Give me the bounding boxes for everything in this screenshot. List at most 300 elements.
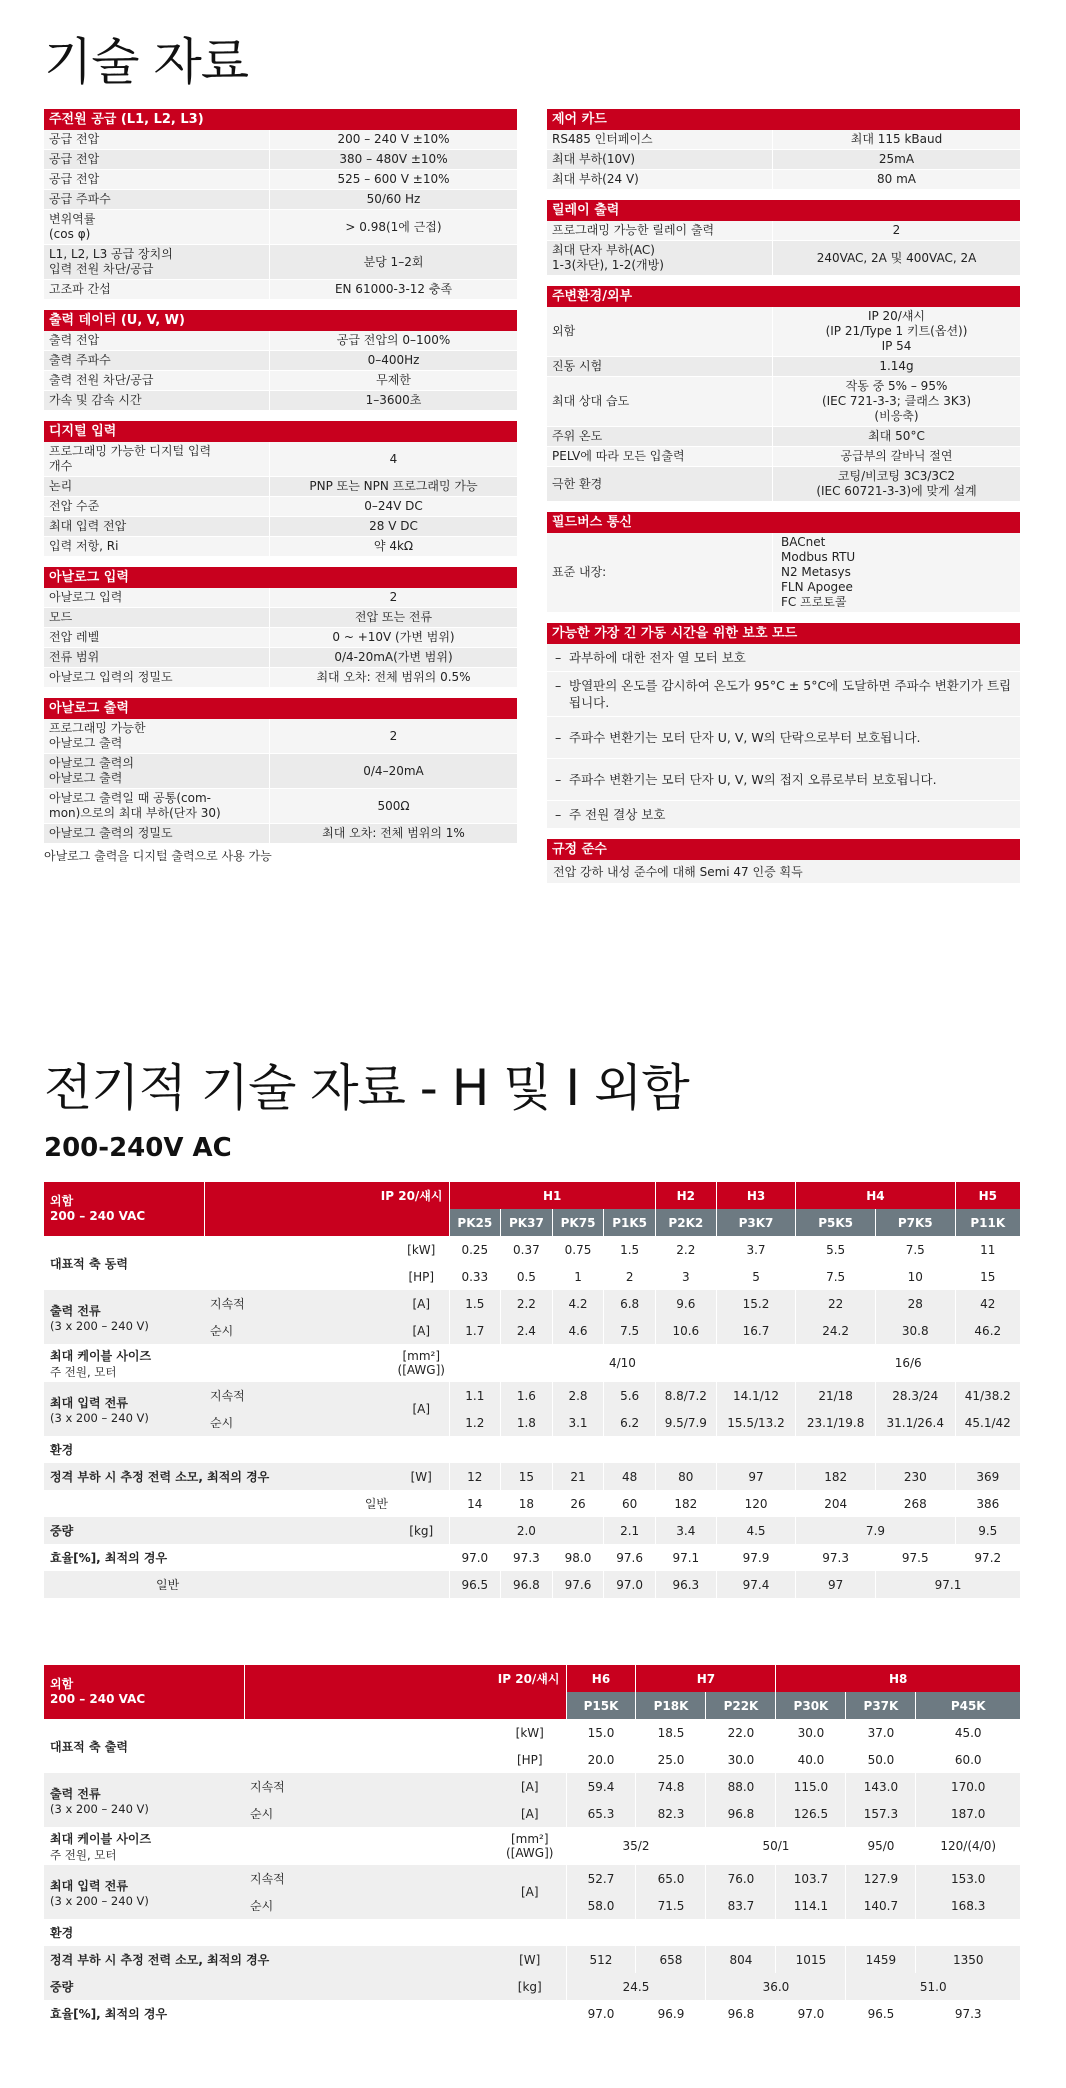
value-cell: 82.3 bbox=[636, 1800, 706, 1827]
value-cell: 48 bbox=[604, 1463, 656, 1490]
unit-cell bbox=[394, 1490, 449, 1517]
spec-row bbox=[44, 628, 517, 648]
spec-label: 공급 주파수 bbox=[49, 192, 111, 206]
value-cell: 42 bbox=[955, 1290, 1020, 1317]
unit-cell: [HP] bbox=[394, 1263, 449, 1290]
value-cell: 97.1 bbox=[875, 1571, 1020, 1598]
value-cell: 7.5 bbox=[875, 1236, 955, 1263]
spec-label: 아날로그 출력의 정밀도 bbox=[49, 826, 173, 840]
frame-group: H7 bbox=[636, 1665, 776, 1692]
value-cell: 97.4 bbox=[716, 1571, 796, 1598]
section-rows bbox=[547, 307, 1020, 502]
value-cell: 30.0 bbox=[706, 1746, 776, 1773]
enclosure-header bbox=[44, 1182, 204, 1236]
spec-section bbox=[547, 200, 1020, 276]
spec-label: 고조파 간섭 bbox=[49, 282, 111, 296]
sub-label: 일반 bbox=[44, 1571, 449, 1598]
value-cell: 97 bbox=[796, 1571, 876, 1598]
enclosure-label: 외함 bbox=[50, 1194, 74, 1208]
spec-value: PNP 또는 NPN 프로그래밍 가능 bbox=[269, 477, 517, 496]
weight-value: 51.0 bbox=[846, 1973, 1020, 2000]
spec-value: 4 bbox=[269, 442, 517, 476]
value-cell: 115.0 bbox=[776, 1773, 846, 1800]
protection-item: – 주파수 변환기는 모터 단자 U, V, W의 접지 오류로부터 보호됩니다. bbox=[547, 759, 1020, 801]
spec-row bbox=[44, 245, 517, 280]
spec-value: EN 61000-3-12 충족 bbox=[269, 280, 517, 299]
weight-value: 2.0 bbox=[449, 1517, 604, 1544]
section-note: 아날로그 출력을 디지털 출력으로 사용 가능 bbox=[44, 849, 272, 863]
value-cell: 97.0 bbox=[449, 1544, 501, 1571]
spec-label: 아날로그 입력의 정밀도 bbox=[49, 670, 173, 684]
spec-label: 최대 부하(24 V) bbox=[552, 172, 639, 186]
section-header: 릴레이 출력 bbox=[547, 200, 1020, 221]
spec-value: 240VAC, 2A 및 400VAC, 2A bbox=[772, 241, 1020, 275]
value-cell: 7.5 bbox=[604, 1317, 656, 1344]
spec-row bbox=[44, 391, 517, 411]
section-header: 주전원 공급 (L1, L2, L3) bbox=[44, 109, 517, 130]
value-cell: 120 bbox=[716, 1490, 796, 1517]
spec-row bbox=[547, 170, 1020, 190]
spec-row bbox=[44, 280, 517, 300]
model-code: P1K5 bbox=[604, 1209, 656, 1236]
spec-value: 2 bbox=[269, 588, 517, 607]
spec-row bbox=[547, 447, 1020, 467]
value-cell: 65.3 bbox=[566, 1800, 636, 1827]
value-cell: 20.0 bbox=[566, 1746, 636, 1773]
cable-value: 95/0 bbox=[846, 1827, 916, 1865]
value-cell: 23.1/19.8 bbox=[796, 1409, 876, 1436]
cable-value: 16/6 bbox=[796, 1344, 1020, 1382]
value-cell: 1.8 bbox=[501, 1409, 553, 1436]
value-cell: 14.1/12 bbox=[716, 1382, 796, 1409]
spec-value: 최대 오차: 전체 범위의 0.5% bbox=[269, 668, 517, 687]
value-cell: 97.3 bbox=[796, 1544, 876, 1571]
section-header: 규정 준수 bbox=[547, 839, 1020, 860]
value-cell: 96.5 bbox=[449, 1571, 501, 1598]
frame-group: H6 bbox=[566, 1665, 636, 1692]
row-label: 중량 bbox=[44, 1517, 394, 1544]
section-rows bbox=[44, 331, 517, 411]
weight-value: 2.1 bbox=[604, 1517, 656, 1544]
protection-item: – 과부하에 대한 전자 열 모터 보호 bbox=[547, 644, 1020, 672]
spec-value: 무제한 bbox=[269, 371, 517, 390]
value-cell: 18.5 bbox=[636, 1719, 706, 1746]
model-code: P37K bbox=[846, 1692, 916, 1719]
unit-cell: [kW] bbox=[394, 1236, 449, 1263]
spec-row bbox=[547, 130, 1020, 150]
value-cell: 97.3 bbox=[916, 2000, 1020, 2027]
unit-cell: [W] bbox=[394, 1463, 449, 1490]
value-cell: 50.0 bbox=[846, 1746, 916, 1773]
value-cell: 170.0 bbox=[916, 1773, 1020, 1800]
electrical-title: 전기적 기술 자료 - H 및 I 외함 bbox=[44, 1059, 689, 1117]
section-rows bbox=[44, 588, 517, 688]
sub-label: 지속적 bbox=[244, 1773, 494, 1800]
input-current-label: 최대 입력 전류 bbox=[50, 1878, 128, 1893]
value-cell: 1 bbox=[552, 1263, 604, 1290]
spec-row bbox=[44, 371, 517, 391]
spec-value: 200 – 240 V ±10% bbox=[269, 130, 517, 149]
value-cell: 40.0 bbox=[776, 1746, 846, 1773]
cable-value: 35/2 bbox=[566, 1827, 706, 1865]
spec-label: 출력 주파수 bbox=[49, 353, 111, 367]
spec-label: 공급 전압 bbox=[49, 172, 100, 186]
sub-label: 순시 bbox=[204, 1317, 394, 1344]
spec-row bbox=[44, 331, 517, 351]
value-cell: 8.8/7.2 bbox=[655, 1382, 716, 1409]
spec-label: PELV에 따라 모든 입출력 bbox=[552, 449, 685, 463]
value-cell: 25.0 bbox=[636, 1746, 706, 1773]
value-cell: 0.5 bbox=[501, 1263, 553, 1290]
row-label: 정격 부하 시 추정 전력 소모, 최적의 경우 bbox=[44, 1946, 494, 1973]
input-current-sub: (3 x 200 – 240 V) bbox=[50, 1893, 149, 1908]
value-cell: 11 bbox=[955, 1236, 1020, 1263]
value-cell: 18 bbox=[501, 1490, 553, 1517]
spec-row bbox=[44, 588, 517, 608]
spec-value: 최대 50°C bbox=[772, 427, 1020, 446]
header-spacer bbox=[244, 1692, 566, 1719]
spec-value: 25mA bbox=[772, 150, 1020, 169]
spec-value: 1.14g bbox=[772, 357, 1020, 376]
value-cell: 97.0 bbox=[604, 1571, 656, 1598]
section-rows bbox=[547, 221, 1020, 276]
value-cell: 97.5 bbox=[875, 1544, 955, 1571]
spec-row bbox=[547, 377, 1020, 427]
value-cell: 1.2 bbox=[449, 1409, 501, 1436]
model-code: P7K5 bbox=[875, 1209, 955, 1236]
spec-label: 표준 내장: bbox=[552, 565, 607, 579]
value-cell: 6.8 bbox=[604, 1290, 656, 1317]
value-cell: 4.6 bbox=[552, 1317, 604, 1344]
value-cell: 21/18 bbox=[796, 1382, 876, 1409]
value-cell: 143.0 bbox=[846, 1773, 916, 1800]
value-cell: 80 bbox=[655, 1463, 716, 1490]
spec-row bbox=[547, 357, 1020, 377]
value-cell: 28.3/24 bbox=[875, 1382, 955, 1409]
spec-label: 모드 bbox=[49, 610, 73, 624]
model-code: P11K bbox=[955, 1209, 1020, 1236]
value-cell: 26 bbox=[552, 1490, 604, 1517]
spec-section bbox=[547, 623, 1020, 829]
row-label: 환경 bbox=[44, 1436, 1020, 1463]
output-current-label: 출력 전류 bbox=[50, 1303, 101, 1318]
value-cell: 65.0 bbox=[636, 1865, 706, 1892]
value-cell: 60 bbox=[604, 1490, 656, 1517]
value-cell: 512 bbox=[566, 1946, 636, 1973]
spec-row bbox=[44, 648, 517, 668]
section-rows bbox=[44, 719, 517, 844]
weight-value: 7.9 bbox=[796, 1517, 955, 1544]
section-header: 아날로그 출력 bbox=[44, 698, 517, 719]
spec-value: 공급 전압의 0–100% bbox=[269, 331, 517, 350]
unit-cell: [kg] bbox=[394, 1517, 449, 1544]
spec-section bbox=[44, 698, 517, 867]
spec-value: 작동 중 5% – 95% (IEC 721-3-3; 클래스 3K3) (비응축) bbox=[772, 377, 1020, 426]
value-cell: 60.0 bbox=[916, 1746, 1020, 1773]
spec-label: 프로그래밍 가능한 릴레이 출력 bbox=[552, 223, 715, 237]
cable-label: 최대 케이블 사이즈 bbox=[50, 1831, 152, 1846]
spec-value: 80 mA bbox=[772, 170, 1020, 189]
frame-group: H8 bbox=[776, 1665, 1020, 1692]
row-label: 대표적 축 동력 bbox=[44, 1236, 394, 1290]
row-label: 효율[%], 최적의 경우 bbox=[44, 1544, 449, 1571]
spec-label: 전압 레벨 bbox=[49, 630, 100, 644]
value-cell: 12 bbox=[449, 1463, 501, 1490]
input-current-sub: (3 x 200 – 240 V) bbox=[50, 1410, 149, 1425]
spec-row bbox=[44, 477, 517, 497]
value-cell: 97.0 bbox=[566, 2000, 636, 2027]
value-cell: 28 bbox=[875, 1290, 955, 1317]
voltage-subtitle: 200-240V AC bbox=[44, 1133, 232, 1163]
value-cell: 5 bbox=[716, 1263, 796, 1290]
unit-cell: [mm²] ([AWG]) bbox=[394, 1344, 449, 1382]
row-label bbox=[44, 1827, 494, 1865]
value-cell: 15.2 bbox=[716, 1290, 796, 1317]
value-cell: 46.2 bbox=[955, 1317, 1020, 1344]
value-cell: 1.7 bbox=[449, 1317, 501, 1344]
page-title: 기술 자료 bbox=[44, 33, 249, 91]
row-label: 중량 bbox=[44, 1973, 494, 2000]
spec-label: 공급 전압 bbox=[49, 132, 100, 146]
sub-label: 지속적 bbox=[204, 1290, 394, 1317]
spec-value: 50/60 Hz bbox=[269, 190, 517, 209]
sub-label: 지속적 bbox=[244, 1865, 494, 1892]
row-label: 효율[%], 최적의 경우 bbox=[44, 2000, 566, 2027]
spec-row bbox=[44, 150, 517, 170]
value-cell: 1.6 bbox=[501, 1382, 553, 1409]
weight-value: 4.5 bbox=[716, 1517, 796, 1544]
protection-item: – 주 전원 결상 보호 bbox=[547, 801, 1020, 829]
section-header: 가능한 가장 긴 가동 시간을 위한 보호 모드 bbox=[547, 623, 1020, 644]
spec-row bbox=[44, 789, 517, 824]
spec-row bbox=[547, 427, 1020, 447]
value-cell: 153.0 bbox=[916, 1865, 1020, 1892]
spec-row bbox=[547, 467, 1020, 502]
spec-label: 외함 bbox=[552, 324, 576, 338]
row-label bbox=[44, 1865, 244, 1919]
value-cell: 0.25 bbox=[449, 1236, 501, 1263]
cable-value: 120/(4/0) bbox=[916, 1827, 1020, 1865]
model-code: P18K bbox=[636, 1692, 706, 1719]
cable-value: 4/10 bbox=[449, 1344, 796, 1382]
frame-group: H5 bbox=[955, 1182, 1020, 1209]
spec-value: IP 20/섀시 (IP 21/Type 1 키트(옵션)) IP 54 bbox=[772, 307, 1020, 356]
spec-value: 0/4–20mA bbox=[269, 754, 517, 788]
spec-value: 2 bbox=[269, 719, 517, 753]
value-cell: 369 bbox=[955, 1463, 1020, 1490]
unit-cell: [HP] bbox=[494, 1746, 566, 1773]
value-cell: 2.2 bbox=[501, 1290, 553, 1317]
spec-label: 입력 저항, Ri bbox=[49, 539, 119, 553]
output-current-sub: (3 x 200 – 240 V) bbox=[50, 1318, 149, 1333]
spec-value: 0/4-20mA(가변 범위) bbox=[269, 648, 517, 667]
output-current-label: 출력 전류 bbox=[50, 1786, 101, 1801]
value-cell: 21 bbox=[552, 1463, 604, 1490]
spec-label: 전압 수준 bbox=[49, 499, 100, 513]
section-header: 필드버스 통신 bbox=[547, 512, 1020, 533]
spec-row bbox=[547, 150, 1020, 170]
value-cell: 126.5 bbox=[776, 1800, 846, 1827]
value-cell: 268 bbox=[875, 1490, 955, 1517]
unit-cell: [A] bbox=[494, 1800, 566, 1827]
section-rows bbox=[547, 533, 1020, 613]
spec-row bbox=[44, 351, 517, 371]
sub-label: 순시 bbox=[204, 1409, 394, 1436]
weight-value: 36.0 bbox=[706, 1973, 846, 2000]
value-cell: 24.2 bbox=[796, 1317, 876, 1344]
row-label: 정격 부하 시 추정 전력 소모, 최적의 경우 bbox=[44, 1463, 394, 1490]
value-cell: 96.8 bbox=[706, 2000, 776, 2027]
spec-row bbox=[44, 668, 517, 688]
spec-label: RS485 인터페이스 bbox=[552, 132, 653, 146]
unit-cell: [A] bbox=[494, 1865, 566, 1919]
section-header: 주변환경/외부 bbox=[547, 286, 1020, 307]
value-cell: 97.3 bbox=[501, 1544, 553, 1571]
spec-section bbox=[44, 310, 517, 411]
value-cell: 37.0 bbox=[846, 1719, 916, 1746]
value-cell: 3 bbox=[655, 1263, 716, 1290]
value-cell: 97 bbox=[716, 1463, 796, 1490]
spec-row bbox=[44, 497, 517, 517]
sub-label: 순시 bbox=[244, 1800, 494, 1827]
value-cell: 804 bbox=[706, 1946, 776, 1973]
spec-value: 0 ~ +10V (가변 범위) bbox=[269, 628, 517, 647]
spec-section bbox=[547, 512, 1020, 613]
model-code: P5K5 bbox=[796, 1209, 876, 1236]
value-cell: 96.5 bbox=[846, 2000, 916, 2027]
value-cell: 58.0 bbox=[566, 1892, 636, 1919]
model-code: P45K bbox=[916, 1692, 1020, 1719]
spec-label: L1, L2, L3 공급 장치의 입력 전원 차단/공급 bbox=[49, 247, 173, 276]
spec-value: 분당 1–2회 bbox=[269, 245, 517, 279]
value-cell: 140.7 bbox=[846, 1892, 916, 1919]
frame-group: H2 bbox=[655, 1182, 716, 1209]
spec-section bbox=[547, 839, 1020, 883]
unit-cell: [mm²] ([AWG]) bbox=[494, 1827, 566, 1865]
value-cell: 4.2 bbox=[552, 1290, 604, 1317]
value-cell: 658 bbox=[636, 1946, 706, 1973]
spec-value: 28 V DC bbox=[269, 517, 517, 536]
spec-label: 논리 bbox=[49, 479, 73, 493]
input-current-label: 최대 입력 전류 bbox=[50, 1395, 128, 1410]
spec-row bbox=[44, 754, 517, 789]
value-cell: 98.0 bbox=[552, 1544, 604, 1571]
spec-label: 가속 및 감속 시간 bbox=[49, 393, 142, 407]
spec-label: 극한 환경 bbox=[552, 476, 603, 491]
spec-value: 최대 115 kBaud bbox=[772, 130, 1020, 149]
spec-row bbox=[547, 533, 1020, 613]
spec-value: BACnet Modbus RTU N2 Metasys FLN Apogee FC 프로토콜 bbox=[772, 533, 1020, 612]
enclosure-label: 외함 bbox=[50, 1677, 74, 1691]
output-current-sub: (3 x 200 – 240 V) bbox=[50, 1801, 149, 1816]
value-cell: 15.0 bbox=[566, 1719, 636, 1746]
frame-group: H3 bbox=[716, 1182, 796, 1209]
spec-row bbox=[547, 221, 1020, 241]
spec-label: 출력 전압 bbox=[49, 333, 100, 347]
spec-value: > 0.98(1에 근접) bbox=[269, 210, 517, 244]
value-cell: 22 bbox=[796, 1290, 876, 1317]
value-cell: 15.5/13.2 bbox=[716, 1409, 796, 1436]
value-cell: 16.7 bbox=[716, 1317, 796, 1344]
value-cell: 59.4 bbox=[566, 1773, 636, 1800]
value-cell: 168.3 bbox=[916, 1892, 1020, 1919]
model-code: PK37 bbox=[501, 1209, 553, 1236]
spec-label: 최대 단자 부하(AC) 1-3(차단), 1-2(개방) bbox=[552, 243, 664, 272]
value-cell: 6.2 bbox=[604, 1409, 656, 1436]
section-rows bbox=[44, 442, 517, 557]
value-cell: 5.6 bbox=[604, 1382, 656, 1409]
spec-label: 전류 범위 bbox=[49, 650, 100, 664]
value-cell: 96.8 bbox=[706, 1800, 776, 1827]
model-code: P15K bbox=[566, 1692, 636, 1719]
spec-section bbox=[44, 109, 517, 300]
model-code: P30K bbox=[776, 1692, 846, 1719]
spec-row bbox=[547, 241, 1020, 276]
row-label: 환경 bbox=[44, 1919, 1020, 1946]
left-spec-column bbox=[44, 109, 517, 877]
value-cell: 5.5 bbox=[796, 1236, 876, 1263]
spec-row bbox=[44, 442, 517, 477]
spec-row bbox=[44, 210, 517, 245]
unit-cell: [A] bbox=[394, 1290, 449, 1317]
row-label bbox=[44, 1290, 204, 1344]
value-cell: 2 bbox=[604, 1263, 656, 1290]
section-header: 아날로그 입력 bbox=[44, 567, 517, 588]
frame-group: H4 bbox=[796, 1182, 955, 1209]
sub-label: 순시 bbox=[244, 1892, 494, 1919]
unit-cell: [A] bbox=[394, 1382, 449, 1436]
spec-label: 아날로그 출력일 때 공통(com- mon)으로의 최대 부하(단자 30) bbox=[49, 791, 221, 820]
value-cell: 1.5 bbox=[604, 1236, 656, 1263]
enclosure-header bbox=[44, 1665, 244, 1719]
frame-group: H1 bbox=[449, 1182, 655, 1209]
unit-cell: [A] bbox=[494, 1773, 566, 1800]
value-cell: 97.2 bbox=[955, 1544, 1020, 1571]
model-code: PK75 bbox=[552, 1209, 604, 1236]
unit-cell: [kW] bbox=[494, 1719, 566, 1746]
value-cell: 97.6 bbox=[552, 1571, 604, 1598]
value-cell: 96.8 bbox=[501, 1571, 553, 1598]
value-cell: 97.0 bbox=[776, 2000, 846, 2027]
electrical-table-h6-h8 bbox=[44, 1665, 1020, 2027]
value-cell: 10 bbox=[875, 1263, 955, 1290]
spec-value: 공급부의 갈바닉 절연 bbox=[772, 447, 1020, 466]
spec-value: 0–24V DC bbox=[269, 497, 517, 516]
section-header: 출력 데이터 (U, V, W) bbox=[44, 310, 517, 331]
header-spacer bbox=[204, 1209, 449, 1236]
voltage-label: 200 – 240 VAC bbox=[50, 1209, 146, 1223]
spec-section bbox=[547, 286, 1020, 502]
value-cell: 30.0 bbox=[776, 1719, 846, 1746]
spec-row bbox=[44, 170, 517, 190]
value-cell: 157.3 bbox=[846, 1800, 916, 1827]
value-cell: 74.8 bbox=[636, 1773, 706, 1800]
value-cell: 96.3 bbox=[655, 1571, 716, 1598]
value-cell: 204 bbox=[796, 1490, 876, 1517]
value-cell: 1015 bbox=[776, 1946, 846, 1973]
value-cell: 15 bbox=[501, 1463, 553, 1490]
protection-item: – 방열판의 온도를 감시하여 온도가 95°C ± 5°C에 도달하면 주파수 변환기가 트립됩니다. bbox=[547, 672, 1020, 717]
unit-cell: [kg] bbox=[494, 1973, 566, 2000]
value-cell: 0.75 bbox=[552, 1236, 604, 1263]
model-code: P2K2 bbox=[655, 1209, 716, 1236]
value-cell: 97.1 bbox=[655, 1544, 716, 1571]
value-cell: 10.6 bbox=[655, 1317, 716, 1344]
spec-value: 최대 오차: 전체 범위의 1% bbox=[269, 824, 517, 843]
unit-cell: [A] bbox=[394, 1317, 449, 1344]
spec-value: 0–400Hz bbox=[269, 351, 517, 370]
row-label bbox=[44, 1382, 204, 1436]
